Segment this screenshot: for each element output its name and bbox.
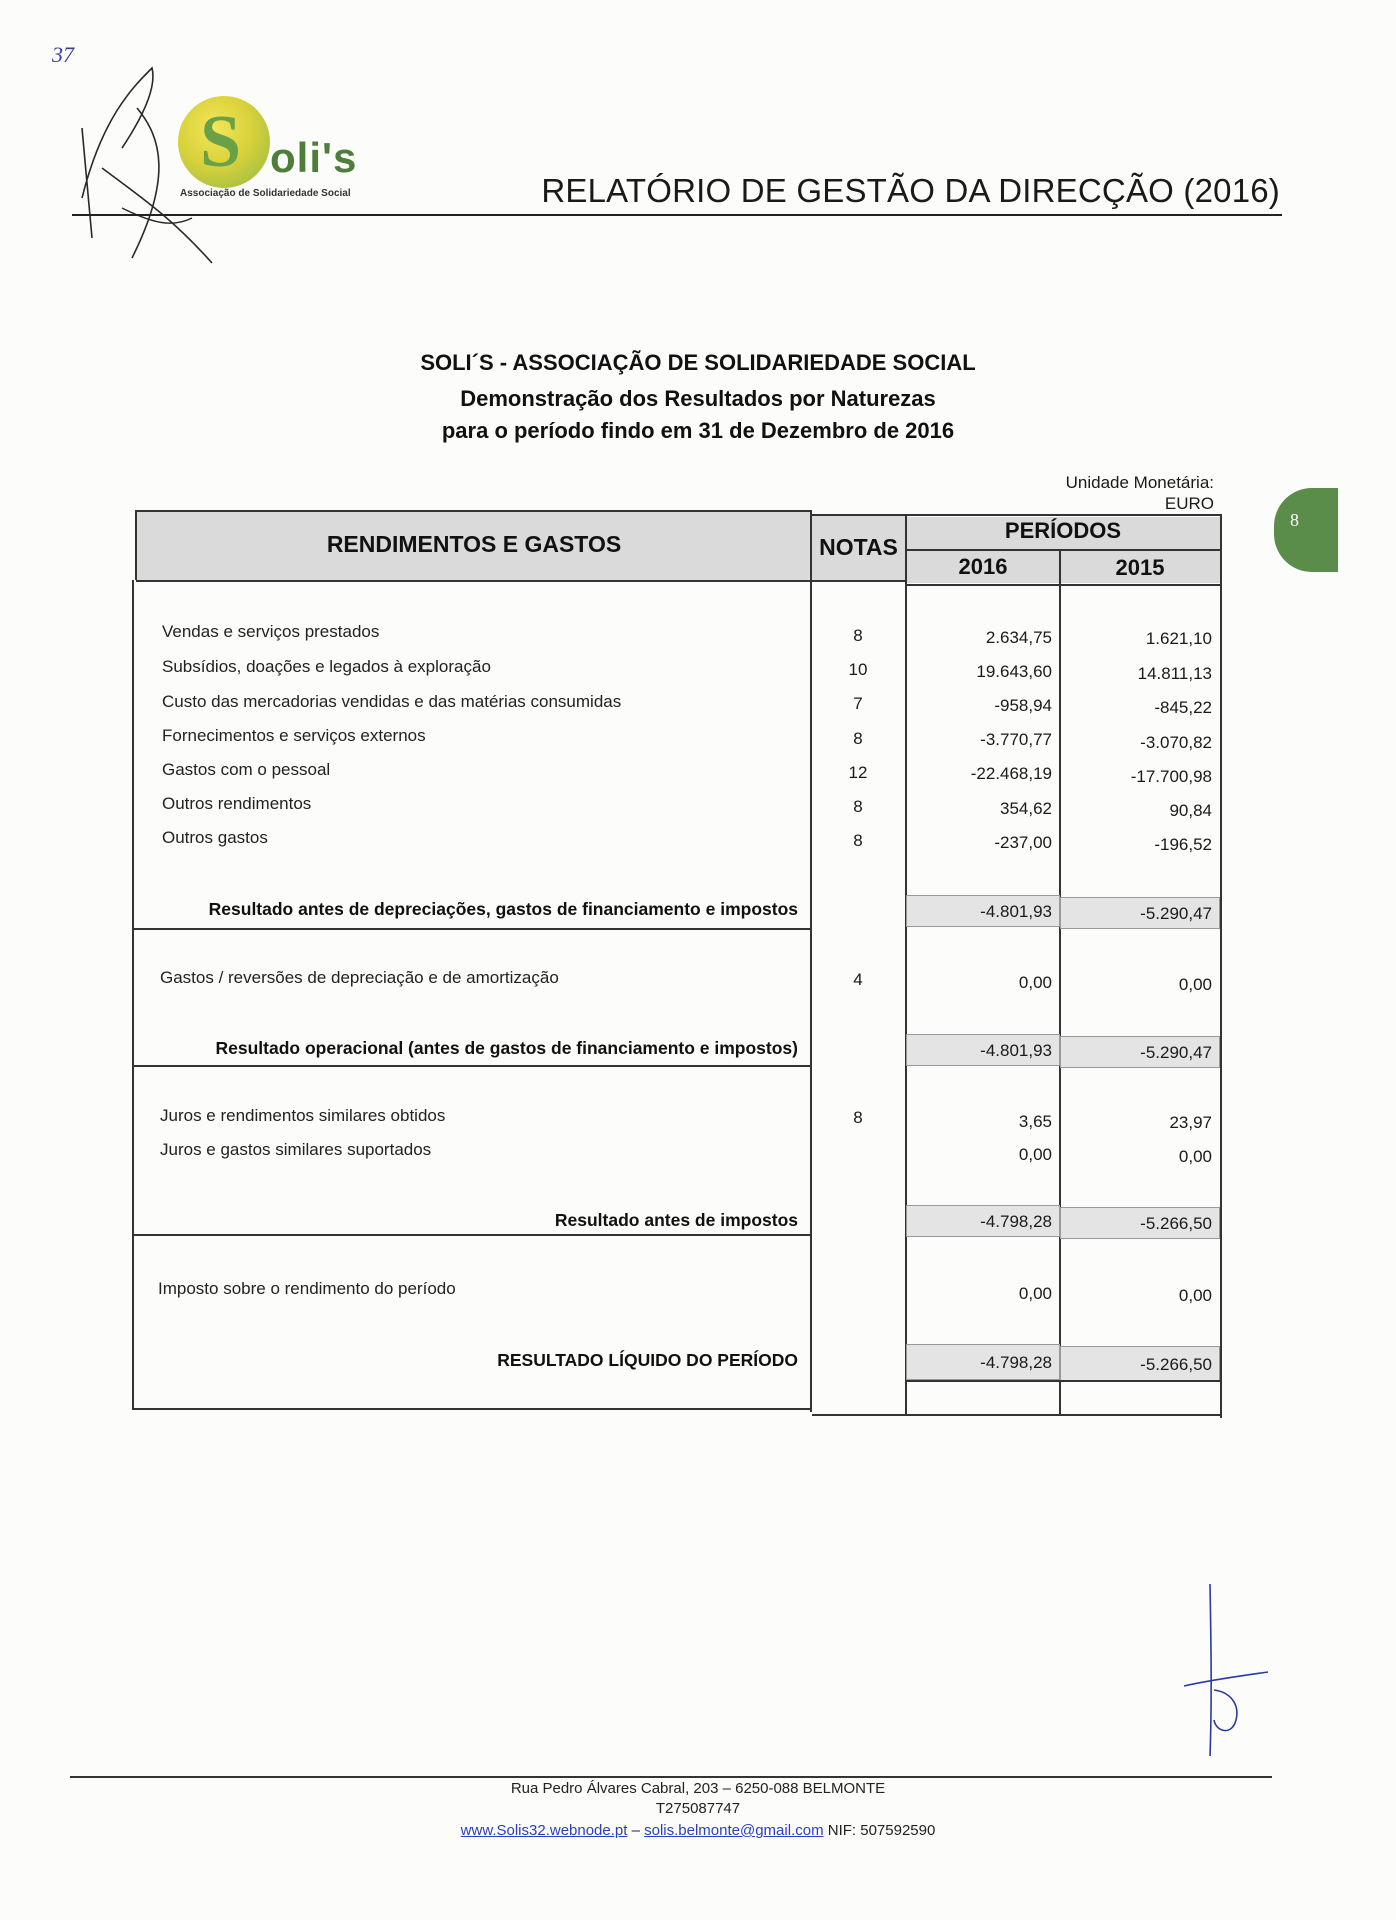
row-label: Subsídios, doações e legados à exploração bbox=[162, 657, 491, 676]
row-label: Imposto sobre o rendimento do período bbox=[158, 1279, 456, 1298]
subtotal-value-2015: -5.266,50 bbox=[1140, 1214, 1212, 1233]
table-top-border bbox=[136, 510, 812, 512]
row-note: 12 bbox=[848, 763, 868, 782]
subtotal-label: Resultado antes de impostos bbox=[554, 1210, 798, 1230]
row-label: Outros gastos bbox=[162, 828, 268, 847]
row-label: Fornecimentos e serviços externos bbox=[162, 726, 426, 745]
header-bottom-border-right bbox=[906, 584, 1222, 586]
row-value-2016: 19.643,60 bbox=[976, 662, 1052, 681]
footer-address: Rua Pedro Álvares Cabral, 203 – 6250-088 BELMONTE bbox=[510, 1780, 886, 1797]
row-value-2015: 90,84 bbox=[1169, 801, 1212, 820]
notes-column-left bbox=[810, 512, 812, 1412]
subtotal-value-2015: -5.290,47 bbox=[1140, 1043, 1212, 1062]
row-label: Custo das mercadorias vendidas e das matérias consumidas bbox=[162, 692, 622, 711]
table-left-border-body bbox=[132, 580, 134, 1410]
statement-title: Demonstração dos Resultados por Naturezas bbox=[460, 386, 936, 411]
row-note: 8 bbox=[853, 1108, 863, 1127]
row-value-2016: 3,65 bbox=[1018, 1112, 1052, 1131]
row-value-2015: -17.700,98 bbox=[1130, 767, 1212, 786]
table-right-border bbox=[1220, 516, 1222, 1418]
total-value-2016: -4.798,28 bbox=[980, 1353, 1052, 1372]
footer-divider bbox=[70, 1776, 1272, 1778]
subtotal-value-2016: -4.801,93 bbox=[980, 902, 1052, 921]
column-header-2015: 2015 bbox=[1115, 555, 1165, 580]
row-value-2016: 2.634,75 bbox=[985, 628, 1052, 647]
periods-divider bbox=[906, 549, 1222, 551]
table-bottom-border bbox=[132, 1408, 812, 1410]
subtotal-value-2015: -5.290,47 bbox=[1140, 904, 1212, 923]
row-value-2016: 0,00 bbox=[1018, 973, 1052, 992]
section2-bottom-border bbox=[132, 1065, 812, 1067]
footer-phone: T275087747 bbox=[655, 1800, 741, 1817]
row-value-2015: -845,22 bbox=[1154, 698, 1212, 717]
section3-bottom-border bbox=[132, 1234, 812, 1236]
row-value-2015: 0,00 bbox=[1178, 1286, 1212, 1305]
table-bottom-border-right bbox=[812, 1414, 1222, 1416]
total-row-underline bbox=[906, 1380, 1220, 1382]
table-top-border-right bbox=[812, 514, 1222, 516]
column-header-notes: NOTAS bbox=[819, 534, 898, 560]
total-value-2015: -5.266,50 bbox=[1140, 1355, 1212, 1374]
row-note: 8 bbox=[853, 626, 863, 645]
row-value-2015: -3.070,82 bbox=[1140, 733, 1212, 752]
notes-column-right bbox=[905, 514, 907, 1414]
column-header-periods: PERÍODOS bbox=[1004, 518, 1122, 543]
footer-nif: NIF: 507592590 bbox=[823, 1822, 936, 1839]
header-bottom-border bbox=[136, 580, 906, 582]
subtotal-value-2016: -4.798,28 bbox=[980, 1212, 1052, 1231]
row-label: Gastos / reversões de depreciação e de amortização bbox=[160, 968, 559, 987]
header-divider bbox=[72, 214, 1282, 216]
currency-unit-label: Unidade Monetária: bbox=[1065, 473, 1214, 492]
row-value-2015: 0,00 bbox=[1178, 1147, 1212, 1166]
row-value-2016: 0,00 bbox=[1018, 1145, 1052, 1164]
total-label: RESULTADO LÍQUIDO DO PERÍODO bbox=[497, 1350, 798, 1370]
row-value-2016: 0,00 bbox=[1018, 1284, 1052, 1303]
signature-bottom bbox=[1180, 1580, 1280, 1760]
email-link[interactable]: solis.belmonte@gmail.com bbox=[644, 1822, 824, 1839]
row-value-2016: -22.468,19 bbox=[970, 764, 1052, 783]
subtotal-label: Resultado antes de depreciações, gastos de financiamento e impostos bbox=[208, 899, 798, 919]
page-tab-number: 8 bbox=[1290, 510, 1299, 530]
row-label: Gastos com o pessoal bbox=[162, 760, 331, 779]
row-note: 4 bbox=[853, 970, 863, 989]
section1-bottom-border bbox=[132, 928, 812, 930]
row-value-2015: 14.811,13 bbox=[1137, 664, 1212, 683]
page-tab-badge bbox=[1274, 488, 1338, 572]
row-label: Outros rendimentos bbox=[162, 794, 312, 813]
row-label: Juros e gastos similares suportados bbox=[160, 1140, 432, 1159]
row-value-2015: 0,00 bbox=[1178, 975, 1212, 994]
logo-subtitle: Associação de Solidariedade Social bbox=[180, 188, 351, 199]
row-note: 8 bbox=[853, 831, 863, 850]
currency-unit-value: EURO bbox=[1164, 494, 1214, 513]
footer-separator: – bbox=[627, 1822, 645, 1839]
report-title: RELATÓRIO DE GESTÃO DA DIRECÇÃO (2016) bbox=[541, 172, 1280, 209]
row-value-2016: -237,00 bbox=[994, 833, 1052, 852]
subtotal-label: Resultado operacional (antes de gastos de financiamento e impostos) bbox=[215, 1038, 798, 1058]
period-title: para o período findo em 31 de Dezembro de 2016 bbox=[441, 418, 955, 443]
row-value-2015: 23,97 bbox=[1169, 1113, 1212, 1132]
row-value-2016: -958,94 bbox=[994, 696, 1052, 715]
subtotal-value-2016: -4.801,93 bbox=[980, 1041, 1052, 1060]
column-header-description: RENDIMENTOS E GASTOS bbox=[326, 531, 622, 557]
row-note: 7 bbox=[853, 694, 863, 713]
row-note: 10 bbox=[848, 660, 868, 679]
website-link[interactable]: www.Solis32.webnode.pt bbox=[460, 1822, 628, 1839]
logo-letter: S bbox=[200, 101, 242, 183]
footer-contacts bbox=[0, 1822, 1396, 1839]
row-value-2015: -196,52 bbox=[1154, 835, 1212, 854]
row-label: Juros e rendimentos similares obtidos bbox=[160, 1106, 446, 1125]
organization-title: SOLI´S - ASSOCIAÇÃO DE SOLIDARIEDADE SOCIAL bbox=[420, 350, 976, 375]
row-value-2015: 1.621,10 bbox=[1145, 629, 1212, 648]
row-label: Vendas e serviços prestados bbox=[162, 622, 380, 641]
row-value-2016: -3.770,77 bbox=[980, 730, 1052, 749]
row-note: 8 bbox=[853, 729, 863, 748]
row-note: 8 bbox=[853, 797, 863, 816]
logo-name: oli's bbox=[270, 134, 358, 181]
column-header-2016: 2016 bbox=[958, 554, 1008, 579]
page-number-handwritten: 37 bbox=[52, 42, 74, 67]
currency-unit bbox=[1066, 472, 1214, 514]
row-value-2016: 354,62 bbox=[1000, 799, 1052, 818]
